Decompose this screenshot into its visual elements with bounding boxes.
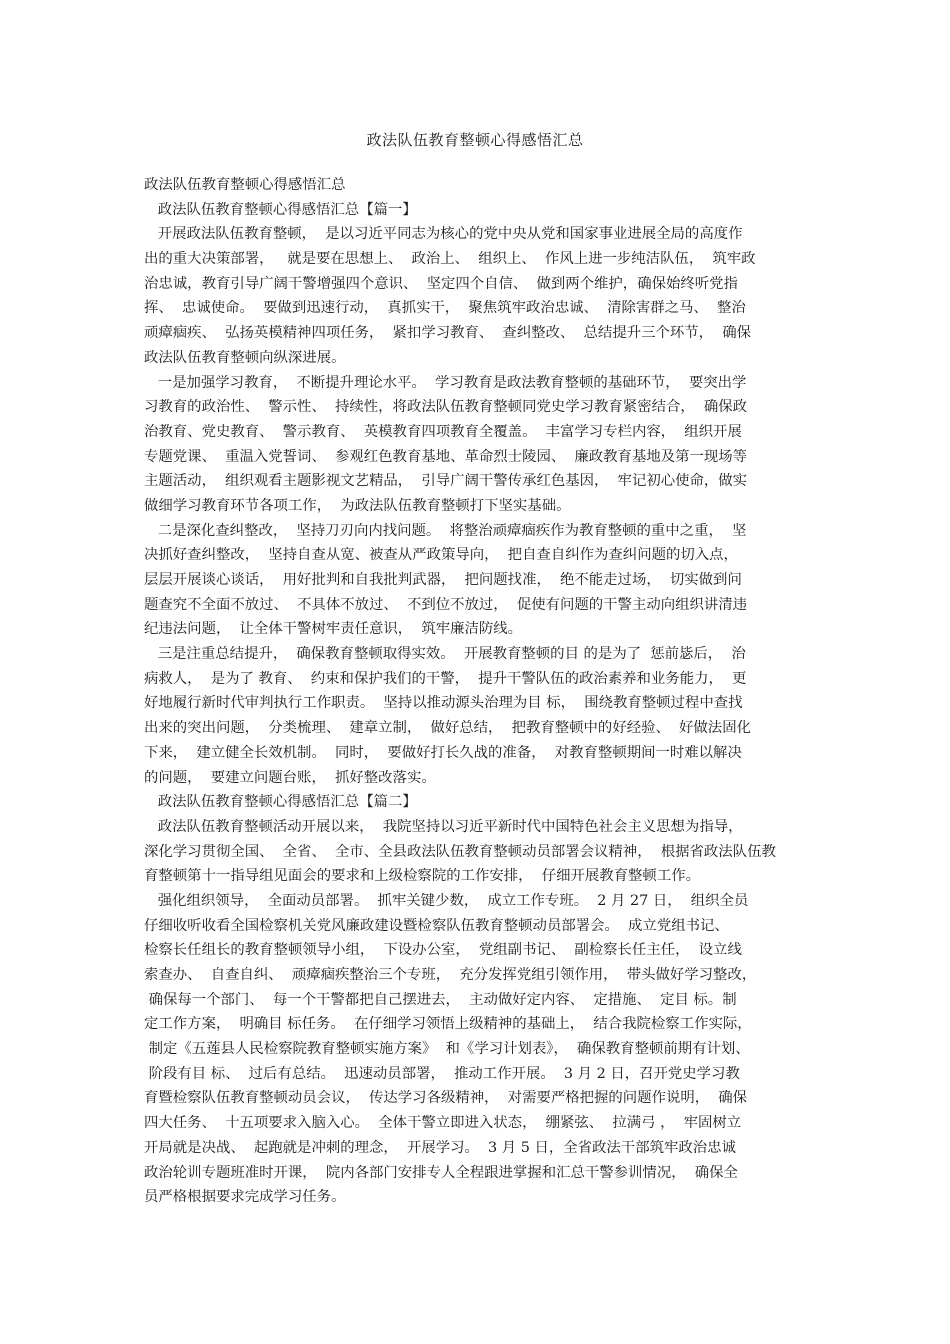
text-line: 政法队伍教育整顿心得感悟汇总 xyxy=(144,177,346,193)
text-line: 四大任务、 十五项要求入脑入心。 全体干警立即进入状态， 绷紧弦、 拉满弓 ， 牢固树立 xyxy=(144,1115,742,1132)
text-line: 育整顿第十一指导组见面会的要求和上级检察院的工作安排， 仔细开展教育整顿工作。 xyxy=(144,868,700,885)
text-line: 决抓好查纠整改， 坚持自查从宽、被查从严政策导向， 把自查自纠作为查纠问题的切入点， xyxy=(144,547,738,564)
text-line: 的问题， 要建立问题台账， 抓好整改落实。 xyxy=(144,769,436,786)
text-line: 层层开展谈心谈话， 用好批判和自我批判武器， 把问题找准， 绝不能走过场， 切实做到问 xyxy=(144,572,742,588)
document-body xyxy=(144,173,808,1210)
text-line: 做细学习教育环节各项工作， 为政法队伍教育整顿打下坚实基础。 xyxy=(144,497,571,514)
text-line: 阶段有目 标、 过后有总结。 迅速动员部署， 推动工作开展。 3 月 2 日，召开党史学习教 xyxy=(144,1065,740,1082)
text-line: 员严格根据要求完成学习任务。 xyxy=(144,1189,346,1206)
text-line: 强化组织领导， 全面动员部署。 抓牢关键少数， 成立工作专班。 2 月 27 日， 组织全员 xyxy=(144,892,749,909)
text-line: 开局就是决战、 起跑就是冲刺的理念， 开展学习。 3 月 5 日，全省政法干部筑牢政治忠诚 xyxy=(144,1139,736,1156)
text-line: 政法队伍教育整顿心得感悟汇总【篇二】 xyxy=(144,794,417,811)
text-line: 治忠诚，教育引导广阔干警增强四个意识、 坚定四个自信、 做到两个维护，确保始终听党指 xyxy=(144,275,738,292)
text-line: 出的重大决策部署， 就是要在思想上、 政治上、 组织上、 作风上进一步纯洁队伍， 筑牢政 xyxy=(144,251,756,268)
text-line: 挥、 忠诚使命。 要做到迅速行动， 真抓实干， 聚焦筑牢政治忠诚、 清除害群之马、 整治 xyxy=(144,300,746,317)
text-line: 政法队伍教育整顿心得感悟汇总【篇一】 xyxy=(144,201,417,218)
text-line: 政法队伍教育整顿活动开展以来， 我院坚持以习近平新时代中国特色社会主义思想为指导， xyxy=(144,818,743,835)
text-line: 下来， 建立健全长效机制。 同时， 要做好打长久战的准备， 对教育整顿期间一时难以解决 xyxy=(144,744,742,761)
text-line: 政治轮训专题班准时开课， 院内各部门安排专人全程跟进掌握和汇总干警参训情况， 确保全 xyxy=(144,1164,738,1181)
text-line: 习教育的政治性、 警示性、 持续性，将政法队伍教育整顿同党史学习教育紧密结合， 确保政 xyxy=(144,399,748,416)
text-line: 检察长任组长的教育整顿领导小组， 下设办公室， 党组副书记、 副检察长任主任， 设立线 xyxy=(144,942,742,959)
text-line: 开展政法队伍教育整顿， 是以习近平同志为核心的党中央从党和国家事业进展全局的高度作 xyxy=(144,226,743,243)
text-line: 确保每一个部门、 每一个干警都把自己摆进去， 主动做好定内容、 定措施、 定目 标。制 xyxy=(144,991,737,1008)
text-line: 出来的突出问题， 分类梳理、 建章立制， 做好总结， 把教育整顿中的好经验、 好做法固化 xyxy=(144,720,751,737)
text-line: 纪违法问题， 让全体干警树牢责任意识， 筑牢廉洁防线。 xyxy=(144,621,523,638)
text-line: 病救人， 是为了 教育、 约束和保护我们的干警， 提升干警队伍的政治素养和业务能力， 更 xyxy=(144,670,747,687)
text-line: 专题党课、 重温入党誓词、 参观红色教育基地、革命烈士陵园、 廉政教育基地及第一现场等 xyxy=(144,448,748,465)
text-line: 定工作方案， 明确目 标任务。 在仔细学习领悟上级精神的基础上， 结合我院检察工作实际， xyxy=(144,1016,752,1033)
text-line: 政法队伍教育整顿向纵深进展。 xyxy=(144,349,346,366)
text-line: 三是注重总结提升， 确保教育整顿取得实效。 开展教育整顿的目 的是为了 惩前毖后， 治 xyxy=(144,646,746,663)
document-title: 政法队伍教育整顿心得感悟汇总 xyxy=(366,131,584,149)
text-line: 题查究不全面不放过、 不具体不放过、 不到位不放过， 促使有问题的干警主动向组织讲清违 xyxy=(144,596,748,613)
text-line: 二是深化查纠整改， 坚持刀刃向内找问题。 将整治顽瘴痼疾作为教育整顿的重中之重， 坚 xyxy=(144,522,747,539)
text-line: 制定《五莲县人民检察院教育整顿实施方案》 和《学习计划表》， 确保教育整顿前期有计划、 xyxy=(144,1041,750,1058)
text-line: 育暨检察队伍教育整顿动员会议， 传达学习各级精神， 对需要严格把握的问题作说明， 确保 xyxy=(144,1090,748,1107)
text-line: 仔细收听收看全国检察机关党风廉政建设暨检察队伍教育整顿动员部署会。 成立党组书记、 xyxy=(144,917,729,934)
text-line: 治教育、党史教育、 警示教育、 英模教育四项教育全覆盖。 丰富学习专栏内容， 组织开展 xyxy=(144,423,742,440)
text-line: 一是加强学习教育， 不断提升理论水平。 学习教育是政法教育整顿的基础环节， 要突出学 xyxy=(144,374,747,391)
text-line: 主题活动， 组织观看主题影视文艺精品， 引导广阔干警传承红色基因， 牢记初心使命，做实 xyxy=(144,473,748,490)
text-line: 好地履行新时代审判执行工作职责。 坚持以推动源头治理为目 标， 围绕教育整顿过程中查找 xyxy=(144,695,743,712)
text-line: 索查办、 自查自纠、 顽瘴痼疾整治三个专班， 充分发挥党组引领作用， 带头做好学习整改， xyxy=(144,967,757,983)
text-line: 顽瘴痼疾、 弘扬英模精神四项任务， 紧扣学习教育、 查纠整改、 总结提升三个环节， 确保 xyxy=(144,325,751,342)
text-line: 深化学习贯彻全国、 全省、 全市、全县政法队伍教育整顿动员部署会议精神， 根据省政法队伍教 xyxy=(144,843,776,860)
